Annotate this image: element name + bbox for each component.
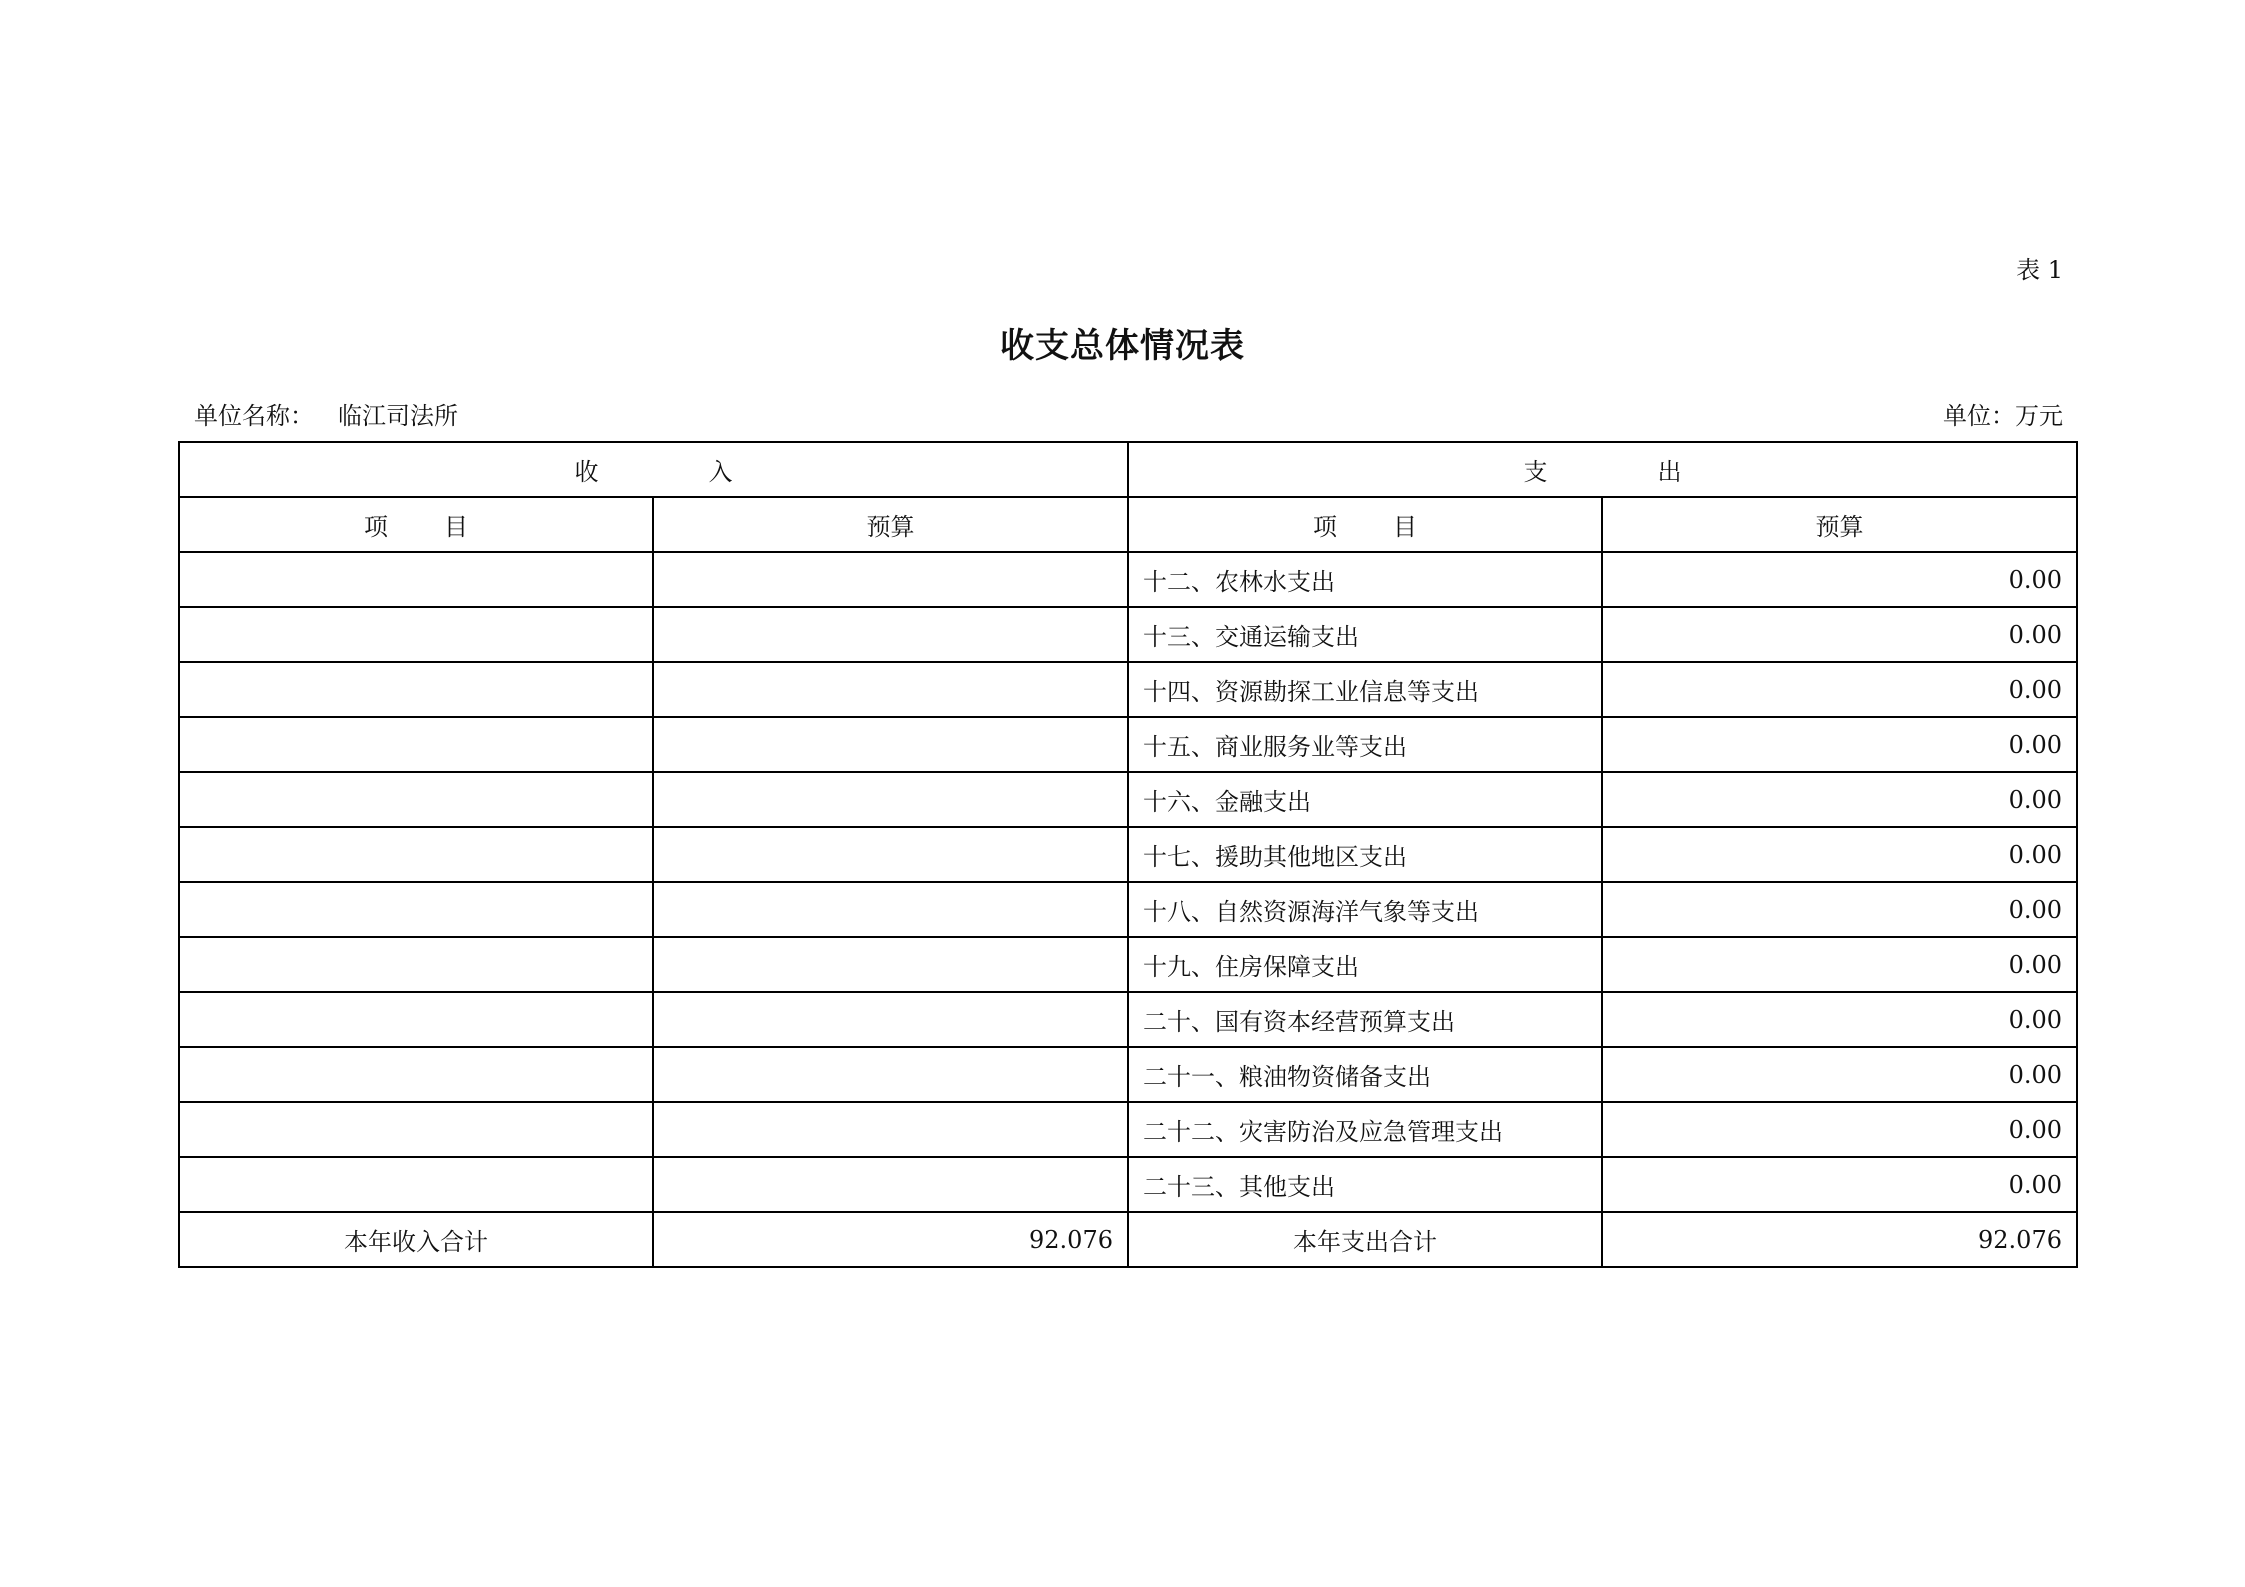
expense-budget-cell: 0.00 bbox=[1602, 552, 2077, 607]
income-item-cell bbox=[179, 717, 653, 772]
expense-budget-cell: 0.00 bbox=[1602, 607, 2077, 662]
page-title: 收支总体情况表 bbox=[1000, 326, 1245, 366]
expense-total-value: 92.076 bbox=[1602, 1212, 2077, 1267]
expense-item-cell: 十九、住房保障支出 bbox=[1128, 937, 1602, 992]
table-row bbox=[179, 1157, 2077, 1212]
unit-label: 单位：万元 bbox=[1943, 402, 2063, 430]
table-row bbox=[179, 992, 2077, 1047]
expense-item-cell: 十五、商业服务业等支出 bbox=[1128, 717, 1602, 772]
expense-item-header: 项 目 bbox=[1128, 497, 1602, 552]
table-row bbox=[179, 882, 2077, 937]
income-budget-cell bbox=[653, 552, 1128, 607]
table-row bbox=[179, 662, 2077, 717]
income-item-cell bbox=[179, 662, 653, 717]
header-row-section bbox=[179, 442, 2077, 497]
income-budget-cell bbox=[653, 717, 1128, 772]
expense-item-cell: 十七、援助其他地区支出 bbox=[1128, 827, 1602, 882]
table-row bbox=[179, 827, 2077, 882]
table-label: 表 1 bbox=[2016, 256, 2063, 284]
unit-name-label: 单位名称： bbox=[194, 402, 314, 430]
income-budget-header: 预算 bbox=[653, 497, 1128, 552]
income-budget-cell bbox=[653, 1047, 1128, 1102]
expense-budget-header: 预算 bbox=[1602, 497, 2077, 552]
expense-item-cell: 十八、自然资源海洋气象等支出 bbox=[1128, 882, 1602, 937]
table-row bbox=[179, 1047, 2077, 1102]
income-budget-cell bbox=[653, 882, 1128, 937]
expense-item-cell: 十三、交通运输支出 bbox=[1128, 607, 1602, 662]
income-item-header: 项 目 bbox=[179, 497, 653, 552]
income-item-cell bbox=[179, 1102, 653, 1157]
expense-budget-cell: 0.00 bbox=[1602, 992, 2077, 1047]
income-budget-cell bbox=[653, 992, 1128, 1047]
expense-item-cell: 二十、国有资本经营预算支出 bbox=[1128, 992, 1602, 1047]
income-budget-cell bbox=[653, 827, 1128, 882]
income-budget-cell bbox=[653, 662, 1128, 717]
income-budget-cell bbox=[653, 1102, 1128, 1157]
expense-item-cell: 十二、农林水支出 bbox=[1128, 552, 1602, 607]
income-item-cell bbox=[179, 882, 653, 937]
expense-budget-cell: 0.00 bbox=[1602, 772, 2077, 827]
income-item-cell bbox=[179, 827, 653, 882]
expense-item-cell: 二十三、其他支出 bbox=[1128, 1157, 1602, 1212]
table-row bbox=[179, 772, 2077, 827]
income-budget-cell bbox=[653, 607, 1128, 662]
expense-budget-cell: 0.00 bbox=[1602, 882, 2077, 937]
expense-budget-cell: 0.00 bbox=[1602, 937, 2077, 992]
table-row bbox=[179, 937, 2077, 992]
expense-item-cell: 二十一、粮油物资储备支出 bbox=[1128, 1047, 1602, 1102]
budget-table bbox=[178, 441, 2078, 1268]
expense-item-cell: 二十二、灾害防治及应急管理支出 bbox=[1128, 1102, 1602, 1157]
expense-budget-cell: 0.00 bbox=[1602, 1157, 2077, 1212]
income-item-cell bbox=[179, 772, 653, 827]
expense-total-label: 本年支出合计 bbox=[1128, 1212, 1602, 1267]
expense-budget-cell: 0.00 bbox=[1602, 827, 2077, 882]
table-row bbox=[179, 552, 2077, 607]
expense-budget-cell: 0.00 bbox=[1602, 662, 2077, 717]
expense-budget-cell: 0.00 bbox=[1602, 717, 2077, 772]
expense-budget-cell: 0.00 bbox=[1602, 1102, 2077, 1157]
income-item-cell bbox=[179, 937, 653, 992]
table-row bbox=[179, 1102, 2077, 1157]
expense-item-cell: 十四、资源勘探工业信息等支出 bbox=[1128, 662, 1602, 717]
income-item-cell bbox=[179, 607, 653, 662]
income-item-cell bbox=[179, 1157, 653, 1212]
unit-name-value: 临江司法所 bbox=[338, 402, 458, 430]
expense-section-header: 支 出 bbox=[1128, 442, 2077, 497]
expense-budget-cell: 0.00 bbox=[1602, 1047, 2077, 1102]
income-total-value: 92.076 bbox=[653, 1212, 1128, 1267]
income-item-cell bbox=[179, 992, 653, 1047]
table-row bbox=[179, 607, 2077, 662]
totals-row bbox=[179, 1212, 2077, 1267]
income-total-label: 本年收入合计 bbox=[179, 1212, 653, 1267]
income-item-cell bbox=[179, 552, 653, 607]
expense-item-cell: 十六、金融支出 bbox=[1128, 772, 1602, 827]
income-budget-cell bbox=[653, 1157, 1128, 1212]
income-item-cell bbox=[179, 1047, 653, 1102]
income-budget-cell bbox=[653, 772, 1128, 827]
income-budget-cell bbox=[653, 937, 1128, 992]
income-section-header: 收 入 bbox=[179, 442, 1128, 497]
table-row bbox=[179, 717, 2077, 772]
header-row-columns bbox=[179, 497, 2077, 552]
unit-name bbox=[194, 396, 458, 431]
